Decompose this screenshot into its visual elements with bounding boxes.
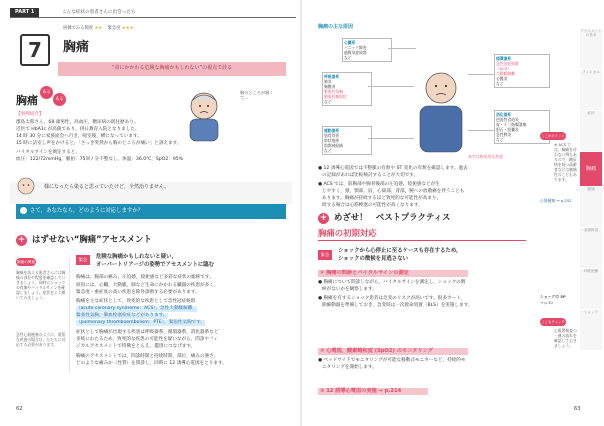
- tab-2[interactable]: フィジカル: [580, 69, 602, 110]
- patient-chest-illustration: [406, 66, 476, 156]
- chapter-tabs: [580, 28, 604, 398]
- box-motor: 運動器系 肋骨骨折 帯状疱疹 肋間神経痛 など: [322, 126, 372, 155]
- part-label: PART 1: [10, 8, 39, 17]
- step1-line-4: 除細動器を準備しておき，急変時は一次救命処置（BLS）を実施します。: [322, 303, 473, 308]
- step1-line-1: ● 胸痛について問診しながら，バイタルサインを測定し，ショックの徴: [318, 280, 466, 285]
- tab-6[interactable]: 意識障害: [580, 227, 602, 268]
- assess-line-3: 緊急度・重症度の高い疾患を除外診断する必要があります。: [76, 290, 200, 295]
- assess-lead-2: オーバートリアージの姿勢でアセスメントに臨む: [96, 262, 215, 268]
- right-para-2: の記録があれば比較検討することが大切です。: [322, 173, 419, 178]
- nurse-avatar: [16, 176, 36, 196]
- box-digestive: 消化器系 逆流性食道炎 胃・十二指腸潰瘍 胆石・胆嚢炎 急性膵炎 など: [494, 110, 550, 144]
- assess-line-8: 症状として胸痛が出現する疾患は呼吸器系，循環器系，消化器系など: [76, 330, 219, 335]
- initial-lead-2: ショックの徴候を見逃さない: [338, 256, 408, 262]
- case-heading: 胸痛: [16, 94, 38, 107]
- step-1: ① 胸痛の問診とバイタルサインの測定: [320, 270, 409, 276]
- arrow-icon: [20, 207, 27, 214]
- best-practice-title: めざせ！ ベストプラクティス: [334, 212, 451, 222]
- diagram-caption: 赤字は致死的な疾患: [468, 154, 504, 159]
- step1-line-2: 候がないかを観察します。: [322, 287, 377, 292]
- tab-5[interactable]: 腹痛: [580, 186, 602, 227]
- patient-illustration: [176, 82, 236, 142]
- case-line-3: 14 時 30 分に家族面会へ行き，帰室後，横になっています。: [16, 134, 142, 139]
- side-note-1-ref[interactable]: 心筋梗塞 → p.252: [540, 198, 572, 203]
- assess-line-4: 胸痛を主な症状として，致死的な疾患として急性冠症候群: [76, 299, 196, 304]
- question-bar: [16, 204, 286, 219]
- subtitle-banner-text: “命にかかわる危険な胸痛かもしれない”の視点で診る: [111, 65, 233, 71]
- urgent-badge-right: 緊急: [318, 250, 332, 260]
- frequency-label: 病棟でみる頻度: [63, 26, 94, 31]
- side-note-3-label: ここもチェック: [541, 320, 565, 324]
- heading-bubble-2: ある: [53, 93, 66, 106]
- assess-lead-1: 危険な胸痛かもしれないと疑い，: [96, 254, 177, 260]
- patient-speech: 胸のところが痛くて…: [240, 90, 274, 100]
- right-para-3: ● ACS では，前胸部や胸骨後部の圧迫感，絞扼感などが生: [318, 182, 440, 187]
- tab-4[interactable]: 胸痛: [580, 151, 602, 186]
- top-rule: [10, 17, 296, 18]
- assess-line-10: ジカルアセスメントで特徴をとらえ，鑑別につなげます。: [76, 344, 196, 349]
- case-line-6: 血圧：122/72mmHg，脈拍：75回 / 分不整なし，体温：36.0℃，SpO2：95%: [16, 157, 184, 162]
- urgency-label: 緊急度: [107, 26, 121, 31]
- patient-quote: 様になったら染ると思っていたけど，全然治りません。: [44, 184, 170, 190]
- right-para-5: あります。胸痛が持続するほど致死的な可能性が高まり，: [322, 196, 442, 201]
- sidebar-text-2: 急性心筋梗塞のように，重篤な疾患の場合は，ただちに対応する必要があります。: [16, 332, 66, 347]
- right-para-1: ● 12 誘導心電図では不整脈の有無や ST 変化の有無を確認します。過去: [318, 166, 468, 171]
- step1-line-3: ● 胸痛を有するショック患者は急変のリスクが高いです。很多カート，: [318, 296, 465, 301]
- page-number-left: 62: [16, 406, 23, 412]
- step2-line-1: ● ベッドサイドでモニタリングが可能な移動式モニターなど，持続的モ: [318, 358, 466, 363]
- left-page: [0, 0, 300, 426]
- assess-line-5: （acute coronary syndrome：ACS），急性大動脈解離，: [76, 306, 197, 311]
- case-label: 【事例紹介】: [16, 112, 44, 117]
- rating-row: [63, 26, 133, 32]
- sidebar-label: 胸痛の関連: [17, 260, 35, 264]
- tab-3[interactable]: 症状: [580, 110, 602, 151]
- question-text: さて，あなたなら，どのように対応しますか？: [30, 208, 144, 214]
- tab-7[interactable]: 呼吸困難: [580, 268, 602, 309]
- initial-title: 胸痛の初期対応: [318, 228, 377, 238]
- diagram-title: 胸痛の主な原因: [318, 24, 354, 30]
- assess-line-11: 胸痛のアセスメントでは，問診時間と持続時間，部位，痛みの強さ，: [76, 354, 219, 359]
- urgent-badge: 緊急: [76, 255, 90, 265]
- cause-diagram: [318, 34, 558, 160]
- chapter-number: 7: [20, 34, 50, 66]
- box-heart: 心臓系 パニック障害 過換気症候群 など: [342, 38, 392, 62]
- plus-icon: +: [17, 235, 26, 245]
- page-number-right: 63: [574, 406, 581, 412]
- heading-bubble-1: ある: [40, 86, 53, 99]
- box-cardio: 循環器系 急性冠症候群 （ACS） 大動脈解離 心膜炎 など: [494, 54, 550, 88]
- case-line-5: バイタルサインを測定すると，: [16, 150, 80, 155]
- assess-line-7: （pulmonary thromboembolism：PTE），緊張性気胸です。: [76, 320, 206, 325]
- case-line-1: 郡島太郎さん，68 歳男性，高血圧，糖尿病の既往歴あり。: [16, 120, 139, 125]
- subtitle-banner: [58, 62, 286, 76]
- right-para-4: じやすく，頸，顎部，肩，心窩部，背部，腕への放散痛を伴うことも: [322, 189, 465, 194]
- step2-line-2: ニタリングを開始します。: [322, 365, 377, 370]
- side-note-2-ref[interactable]: → p.30: [540, 300, 553, 305]
- side-note-1: ※ ACS では，胸痛を伴わない例もあるので，糖尿病を持つ高齢者などは無痛性のこともあります。: [554, 142, 577, 182]
- frequency-stars: ★★: [94, 26, 103, 31]
- sidebar-text: 胸痛を訴える患者さんには胸痛の部位や程度を確認していきましょう。同時にショックの有無やバイタルサインを確認しましょう。症状をよく聞いてみましょう。: [16, 270, 66, 300]
- step-2: ② 心電図，酸素飽和度 (SpO2) のモニタリング: [320, 348, 433, 354]
- initial-lead-1: ショックから心停止に至るケースも存在するため，: [338, 248, 462, 254]
- side-note-2-title: ショックの 5P: [540, 294, 566, 299]
- assess-line-1: 胸痛は，胸部の痛み，圧迫感，絞扼感など多彩な症状の総称です。: [76, 275, 214, 280]
- section-header: こんな症状の患者さんに出会ったら: [62, 10, 136, 15]
- assessment-title: はずせない“胸痛”アセスメント: [32, 234, 152, 244]
- plus-icon-right: +: [319, 213, 328, 223]
- assess-line-6: 緊張性気胸，肺血栓塞栓症などがあります。: [76, 313, 168, 318]
- assess-line-2: 原因には，心臓，大動脈，肺など生命にかかわる臓器の疾患が多く，: [76, 283, 219, 288]
- tab-8[interactable]: ショック: [580, 309, 602, 350]
- case-line-4: 15 時に訪室し声をかけると，「さっき突然から胸のところが痛い」と訴えます。: [16, 141, 182, 146]
- tab-1[interactable]: アセスメントの基本: [580, 28, 602, 69]
- assess-line-12: どのような痛みか（性質）を問診し，同時に 12 誘導心電図をとります。: [76, 361, 227, 366]
- step-3: ③ 12 誘導心電図の実施 → p.214: [320, 388, 402, 394]
- assess-line-9: 多岐にわたるため，致死的な疾患の可能性を疑いながら，問診やフィ: [76, 337, 218, 342]
- right-para-6: 続する場合は心筋梗塞の可能性が高くなります。: [322, 203, 423, 208]
- side-note-3: 心電図検査の一連の流れを確認しておきましょう。: [554, 328, 577, 348]
- urgency-stars: ★★★: [121, 26, 134, 31]
- case-line-2: 近医で HbA1c が高値であり，併日教育入院となりました。: [16, 127, 140, 132]
- page-title: 胸痛: [63, 40, 90, 55]
- side-note-1-label: ここがポイント: [541, 134, 565, 138]
- box-lung: 呼吸器系 肺炎 胸膜炎 緊張性気胸 肺血栓塞栓症 など: [322, 72, 372, 106]
- sidebar-note: [16, 258, 70, 373]
